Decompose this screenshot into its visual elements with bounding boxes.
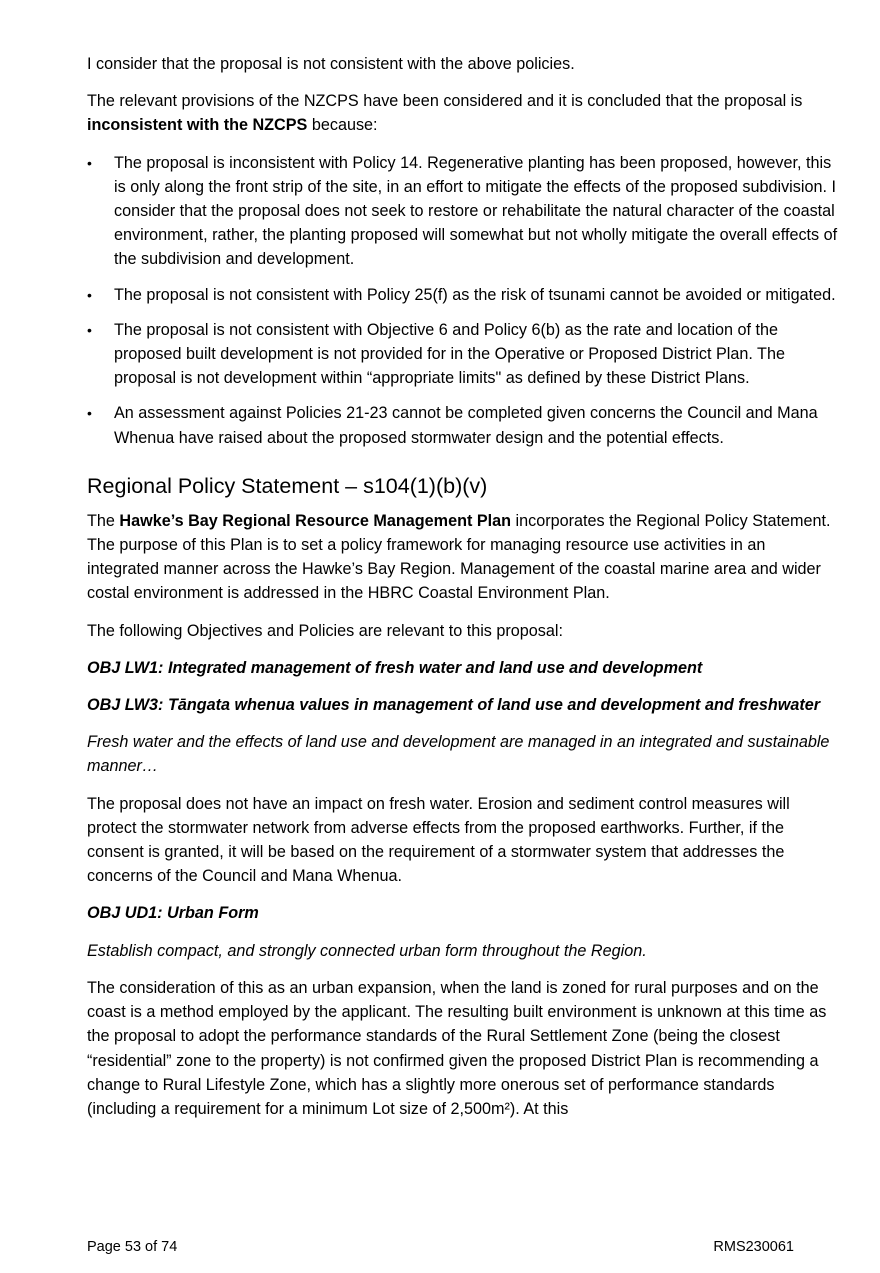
conclusion-paragraph: [87, 89, 839, 137]
intro-sentence: I consider that the proposal is not consistent with the above policies.: [87, 55, 575, 73]
objective-ud1-heading: OBJ UD1: Urban Form: [87, 904, 259, 923]
list-item: [87, 151, 839, 272]
objectives-intro: The following Objectives and Policies are relevant to this proposal:: [87, 621, 563, 640]
objective-lw3-quote: Fresh water and the effects of land use and development are managed in an integrated and sustainable manner…: [87, 733, 830, 776]
plan-intro-text-end: incorporates the Regional Policy Statement. The purpose of this Plan is to set a policy framework for managing resource use activities in an integrated manner across the Hawke’s Bay Region. Management of the coastal marine area and wider costal environment is addressed in the HBRC Coastal Environment Plan.: [87, 511, 831, 603]
list-item-text: An assessment against Policies 21-23 cannot be completed given concerns the Council and Mana Whenua have raised about the proposed stormwater design and the potential effects.: [114, 404, 818, 447]
conclusion-text: The relevant provisions of the NZCPS have been considered and it is concluded that the proposal is: [87, 92, 803, 111]
urban-form-assessment: The consideration of this as an urban expansion, when the land is zoned for rural purposes and on the coast is a method employed by the applicant. The resulting built environment is unknown at this time as the proposal to adopt the performance standards of the Rural Settlement Zone (being the closest “residential” zone to the property) is not confirmed given the proposed District Plan is recommending a change to Rural Lifestyle Zone, which has a slightly more onerous set of performance standards (including a requirement for a minimum Lot size of 2,500m²). At this: [87, 978, 827, 1118]
objective-lw1-heading: OBJ LW1: Integrated management of fresh water and land use and development: [87, 658, 703, 677]
list-item-text: The proposal is not consistent with Objective 6 and Policy 6(b) as the rate and location of the proposed built development is not provided for in the Operative or Proposed District Plan. The proposal is not development within “appropriate limits" as defined by these District Plans.: [114, 320, 785, 388]
list-item: [87, 283, 839, 307]
conclusion-text-end: because:: [307, 116, 378, 135]
bullet-icon: •: [87, 405, 92, 422]
list-item: [87, 318, 839, 391]
list-item: [87, 401, 839, 449]
bullet-icon: •: [87, 321, 92, 338]
conclusion-bold-text: inconsistent with the NZCPS: [87, 116, 308, 135]
list-item-text: The proposal is not consistent with Policy 25(f) as the risk of tsunami cannot be avoided or mitigated.: [114, 285, 836, 304]
plan-intro-paragraph: [87, 509, 839, 606]
bullet-icon: •: [87, 154, 92, 171]
objective-lw3-heading: OBJ LW3: Tāngata whenua values in management of land use and development and freshwater: [87, 696, 821, 715]
plan-name: Hawke’s Bay Regional Resource Management Plan: [119, 511, 512, 530]
section-heading: Regional Policy Statement – s104(1)(b)(v): [87, 473, 488, 498]
list-item-text: The proposal is inconsistent with Policy 14. Regenerative planting has been proposed, however, this is only along the front strip of the site, in an effort to mitigate the effects of the proposed subdivision. I consider that the proposal does not seek to restore or rehabilitate the natural character of the coastal environment, rather, the planting proposed will somewhat but not wholly mitigate the overall effects of the subdivision and development.: [114, 153, 838, 269]
plan-intro-text: The: [87, 511, 120, 530]
freshwater-assessment: The proposal does not have an impact on fresh water. Erosion and sediment control measures will protect the stormwater network from adverse effects from the proposed earthworks. Further, if the consent is granted, it will be based on the requirement of a stormwater system that addresses the concerns of the Council and Mana Whenua.: [87, 794, 790, 886]
objective-ud1-quote: Establish compact, and strongly connected urban form throughout the Region.: [87, 941, 647, 960]
bullet-icon: •: [87, 286, 92, 303]
document-reference: RMS230061: [713, 1239, 794, 1255]
page-number: Page 53 of 74: [87, 1239, 178, 1255]
document-page: [87, 52, 839, 1134]
reasons-list: [87, 151, 839, 450]
